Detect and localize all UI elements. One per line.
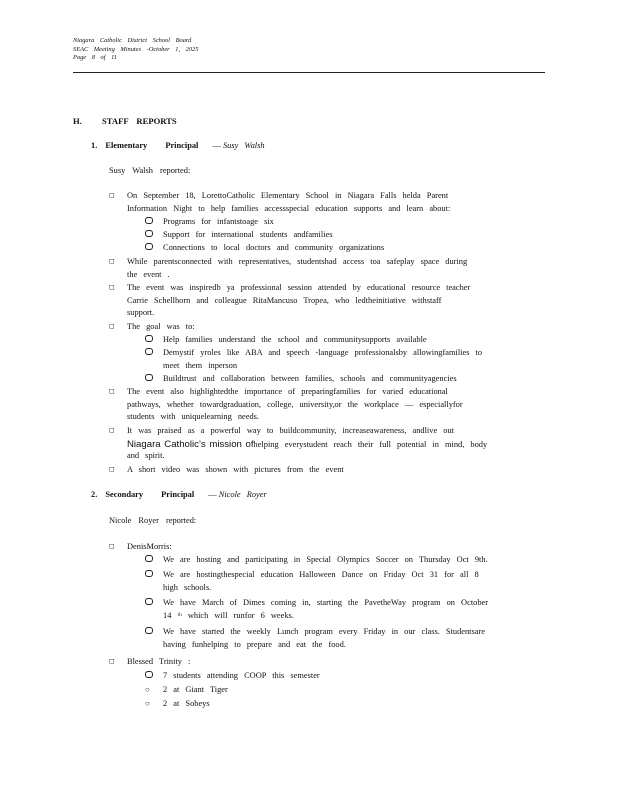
square-bullet-icon: ◻: [109, 257, 115, 265]
circle-bullet-icon: [145, 335, 153, 342]
header-meeting: SEAC Meeting Minutes -October 1, 2025: [73, 45, 199, 53]
circle-bullet-icon: [145, 627, 153, 634]
section-title: STAFF REPORTS: [102, 116, 177, 126]
square-bullet-icon: ◻: [109, 542, 115, 550]
section-heading: [73, 117, 177, 126]
header-rule: [73, 72, 545, 73]
section-letter: H.: [73, 116, 82, 126]
square-bullet-icon: ◻: [109, 322, 115, 330]
elementary-reported: Susy Walsh reported:: [109, 166, 191, 175]
square-bullet-icon: ◻: [109, 465, 115, 473]
elementary-heading: [91, 142, 265, 150]
elementary-principal-name: Susy Walsh: [222, 141, 265, 150]
header-board: Niagara Catholic District School Board: [73, 37, 192, 44]
circle-bullet-icon: [145, 555, 153, 562]
hollow-dot-bullet-icon: ○: [145, 685, 150, 694]
secondary-principal-name: Nicole Royer: [218, 490, 267, 499]
elementary-dash: —: [212, 141, 221, 150]
square-bullet-icon: ◻: [109, 191, 115, 199]
circle-bullet-icon: [145, 243, 153, 250]
secondary-heading: [91, 491, 267, 499]
square-bullet-icon: ◻: [109, 426, 115, 434]
document-page: Niagara Catholic District School Board SEAC Meeting Minutes -October 1, 2025 Page 8 of 11 H. STAFF REPORTS 1. Elementary Principal — Susy Walsh Susy Walsh reported: ◻ On September 18, LorettoCatholic Elementary School in Niagara Falls helda Parent Information Night to help families accessspecial education supports and learn about: Programs for infantstoage six Support for international students andfamilies Connections to local doctors and community organizations ◻ While parentsconnected with representatives, studentshad access toa safeplay space during the event . ◻ The event was inspiredb ya professional session attended by educational resource teacher Carrie Schellhorn and colleague RitaMancuso Tropea, who ledtheinitiative withstaff support. ◻ The goal was to: Help families understand the school and communitysupports available Demystif yroles like ABA and speech -language professionalsby allowingfamilies to meet them inperson Buildtrust and collaboration between families, schools and communityagencies ◻ The event also highlightedthe importance of preparingfamilies for varied educational pathways, whether towardgraduation, college, university,or the workplace — especiallyfor students with uniquelearning needs. ◻ It was praised as a powerful way to buildcommunity, increaseawareness, andlive out Niagara Catholic’s mission ofhelping everystudent reach their full potential in mind, body and spirit. ◻ A short video was shown with pictures from the event 2. Secondary Principal — Nicole Royer Nicole Royer reported: ◻ DenisMorris: We are hosting and participating in Special Olympics Soccer on Thursday Oct 9th. We are hostingthespecial education Halloween Dance on Friday Oct 31 for all 8 high schools. We have March of Dimes coming in, starting the PavetheWay program on October 14 ᵗʰ which will runfor 6 weeks. We have started the weekly Lunch program every Friday in our class. Studentsare having funhelping to prepare and eat the food. ◻ Blessed Trinity : 7 students attending COOP this semester ○ 2 at Giant Tiger ○ 2 at Sobeys: [0, 0, 618, 800]
square-bullet-icon: ◻: [109, 387, 115, 395]
circle-bullet-icon: [145, 570, 153, 577]
secondary-title: Secondary Principal: [105, 490, 195, 499]
circle-bullet-icon: [145, 348, 153, 355]
circle-bullet-icon: [145, 598, 153, 605]
secondary-number: 2.: [91, 490, 98, 499]
elementary-title: Elementary Principal: [105, 141, 199, 150]
page-header: [73, 37, 198, 63]
secondary-dash: —: [208, 490, 217, 499]
circle-bullet-icon: [145, 671, 153, 678]
square-bullet-icon: ◻: [109, 283, 115, 291]
hollow-dot-bullet-icon: ○: [145, 699, 150, 708]
circle-bullet-icon: [145, 374, 153, 381]
mission-emphasis: Niagara Catholic’s mission of: [127, 438, 254, 450]
secondary-reported: Nicole Royer reported:: [109, 516, 197, 525]
circle-bullet-icon: [145, 217, 153, 224]
header-page-number: Page 8 of 11: [73, 54, 118, 62]
circle-bullet-icon: [145, 230, 153, 237]
square-bullet-icon: ◻: [109, 657, 115, 665]
elementary-number: 1.: [91, 141, 98, 150]
